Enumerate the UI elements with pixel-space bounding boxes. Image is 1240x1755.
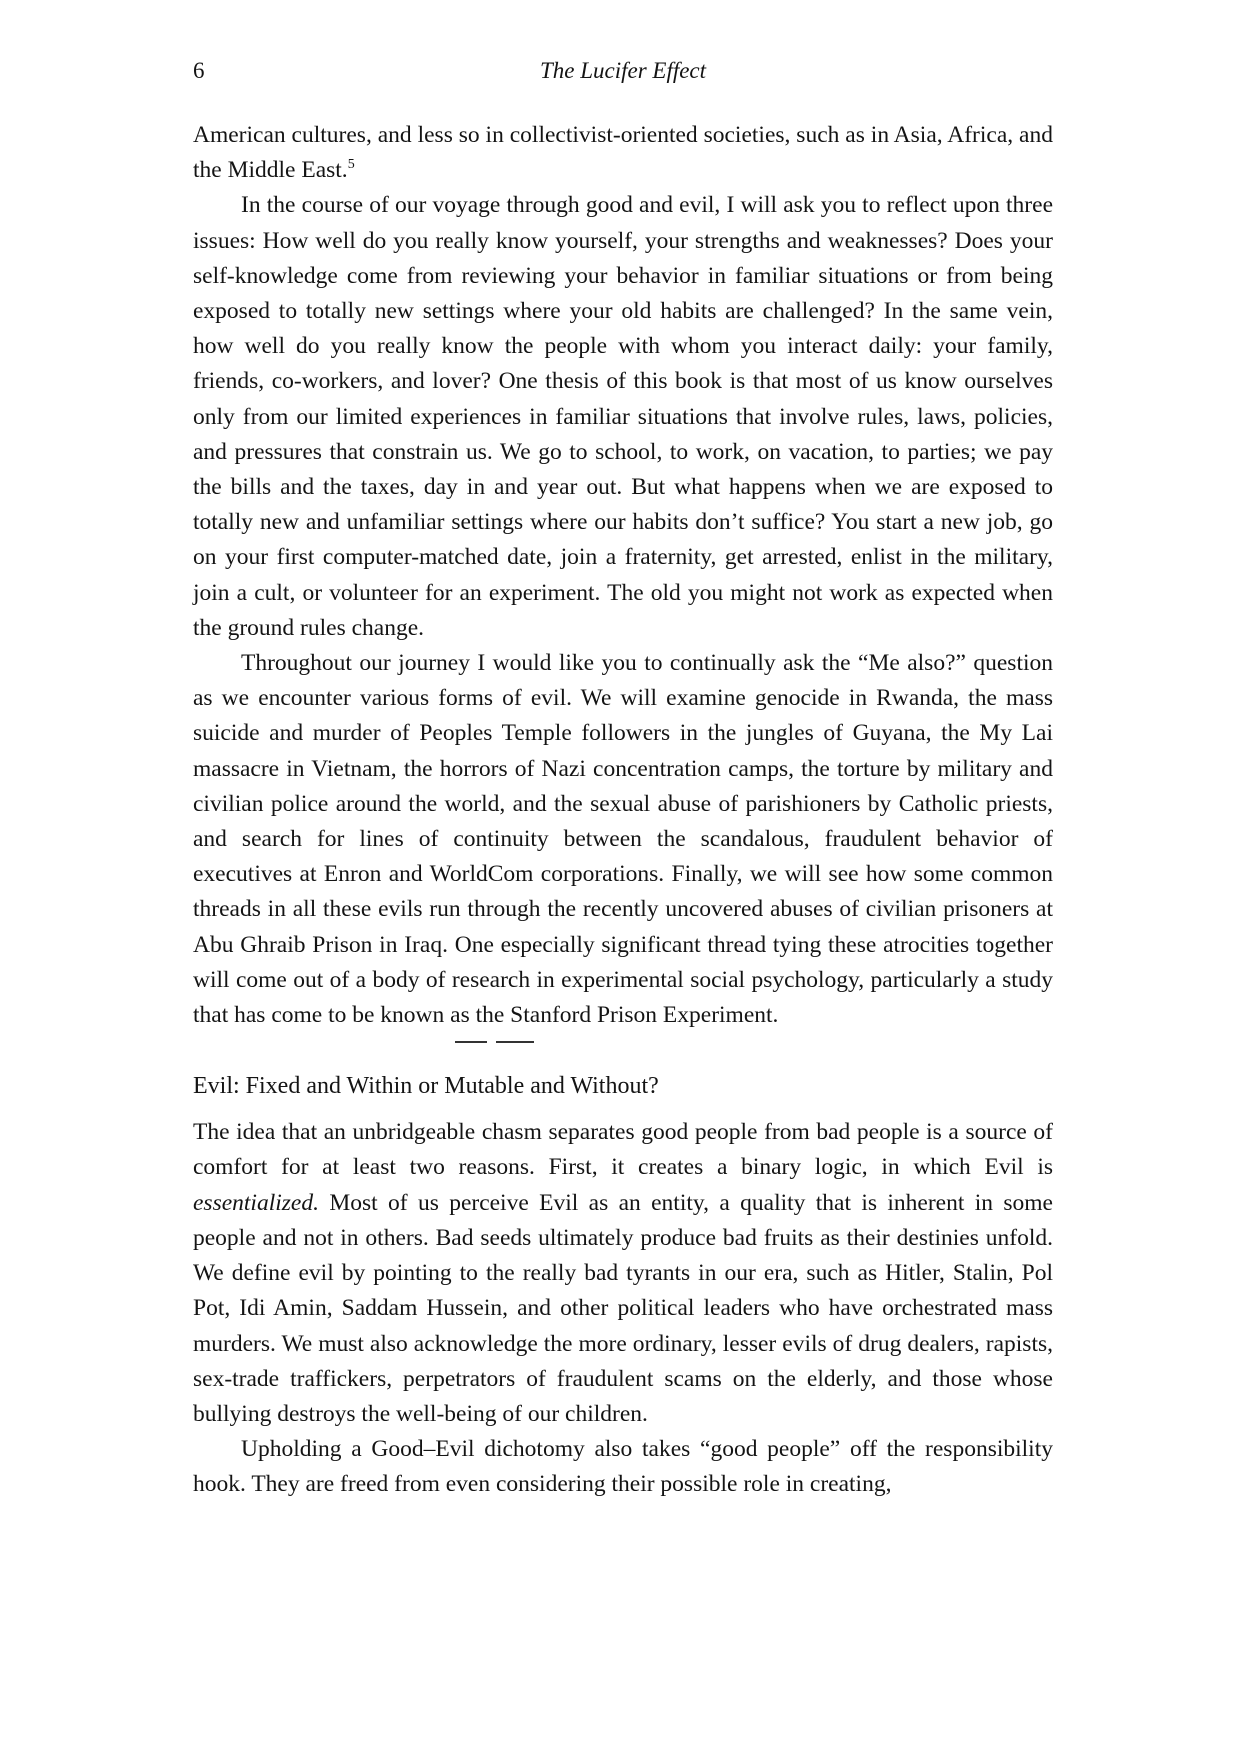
paragraph-4 bbox=[193, 1115, 1053, 1432]
section-break-ornament bbox=[193, 1033, 1053, 1063]
ornament-dash-right bbox=[496, 1041, 534, 1043]
footnote-marker: 5 bbox=[347, 157, 355, 173]
paragraph-2: In the course of our voyage through good and evil, I will ask you to reflect upon three issues: How well do you really know yourself, your strengths and weaknesses? Does your self-knowledge come from reviewing your behavior in familiar situations or from being exposed to totally new settings where your old habits are challenged? In the same vein, how well do you really know the people with whom you interact daily: your family, friends, co-workers, and lover? One thesis of this book is that most of us know ourselves only from our limited experiences in familiar situations that involve rules, laws, policies, and pressures that constrain us. We go to school, to work, on vacation, to parties; we pay the bills and the taxes, day in and year out. But what happens when we are exposed to totally new and unfamiliar settings where our habits don’t suffice? You start a new job, go on your first computer-matched date, join a fraternity, get arrested, enlist in the military, join a cult, or volunteer for an experiment. The old you might not work as expected when the ground rules change. bbox=[193, 192, 1053, 641]
paragraph-4-emphasis: essentialized. bbox=[193, 1189, 319, 1216]
page-body bbox=[193, 118, 1053, 1503]
paragraph-1 bbox=[193, 118, 1053, 188]
paragraph-4-text-a: The idea that an unbridgeable chasm separates good people from bad people is a source of comfort for at least two reasons. First, it creates a binary logic, in which Evil is bbox=[193, 1119, 1053, 1181]
running-title: The Lucifer Effect bbox=[539, 58, 707, 83]
ornament-dash-left bbox=[455, 1041, 487, 1043]
page-header bbox=[193, 52, 1053, 92]
paragraph-3: Throughout our journey I would like you to continually ask the “Me also?” question as we encounter various forms of evil. We will examine genocide in Rwanda, the mass suicide and murder of Peoples Temple followers in the jungles of Guyana, the My Lai massacre in Vietnam, the horrors of Nazi concentration camps, the torture by military and civilian police around the world, and the sexual abuse of parishioners by Catholic priests, and search for lines of continuity between the scandalous, fraudulent behavior of executives at Enron and WorldCom corporations. Finally, we will see how some common threads in all these evils run through the recently uncovered abuses of civilian prisoners at Abu Ghraib Prison in Iraq. One especially significant thread tying these atrocities together will come out of a body of research in experimental social psychology, particularly a study that has come to be known as the Stanford Prison Experiment. bbox=[193, 650, 1053, 1029]
paragraph-1-text: American cultures, and less so in collectivist-oriented societies, such as in Asia, Africa, and the Middle East. bbox=[193, 122, 1053, 184]
paragraph-5: Upholding a Good–Evil dichotomy also takes “good people” off the responsibility hook. They are freed from even considering their possible role in creating, bbox=[193, 1436, 1053, 1498]
section-heading: Evil: Fixed and Within or Mutable and Without? bbox=[193, 1073, 659, 1100]
page-number: 6 bbox=[193, 58, 205, 83]
paragraph-4-text-b: Most of us perceive Evil as an entity, a quality that is inherent in some people and not in others. Bad seeds ultimately produce bad fruits as their destinies unfold. We define evil by pointing to the really bad tyrants in our era, such as Hitler, Stalin, Pol Pot, Idi Amin, Saddam Hussein, and other political leaders who have orchestrated mass murders. We must also acknowledge the more ordinary, lesser evils of drug dealers, rapists, sex-trade traffickers, perpetrators of fraudulent scams on the elderly, and those whose bullying destroys the well-being of our children. bbox=[193, 1189, 1053, 1427]
